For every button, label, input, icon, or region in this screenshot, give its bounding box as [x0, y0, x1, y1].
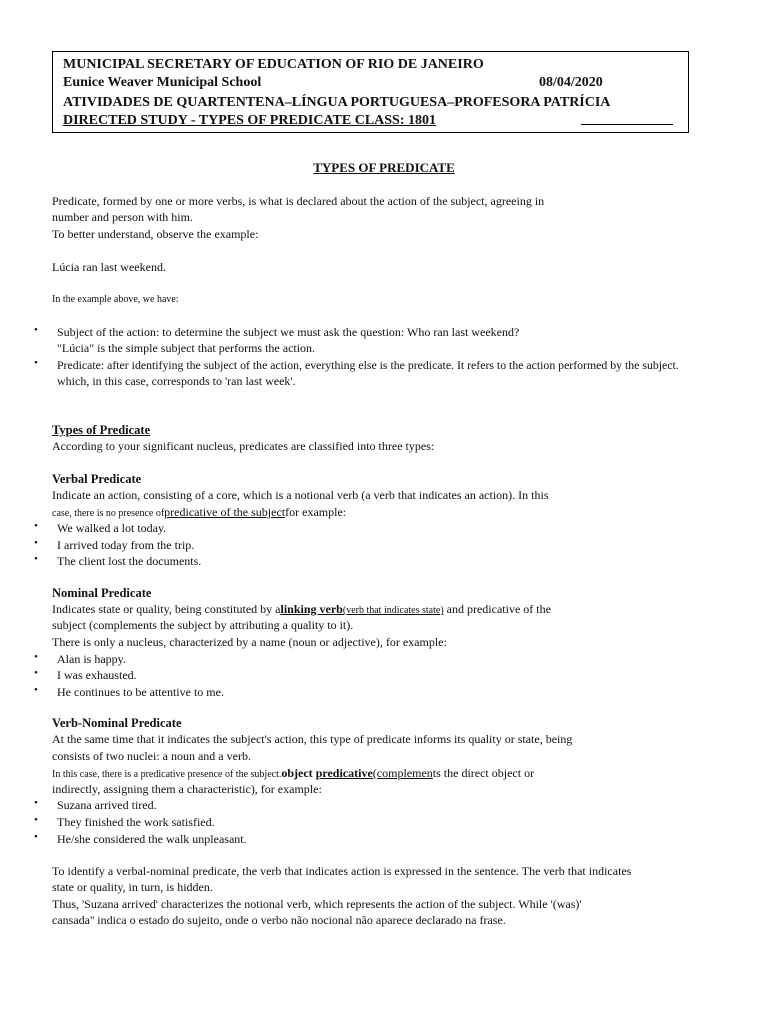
verbal-heading: Verbal Predicate [52, 472, 142, 486]
closing-line-3: Thus, 'Suzana arrived' characterizes the notional verb, which represents the action of the subject. While '(was)' [52, 897, 582, 911]
verbnominal-line-3a: In this case, there is a predicative presence of the subject. [52, 769, 282, 780]
bullet-marker: • [34, 520, 38, 532]
header-box [52, 51, 689, 133]
nominal-line-1b: linking verb [280, 602, 343, 616]
nominal-heading: Nominal Predicate [52, 586, 152, 600]
intro-above: In the example above, we have: [52, 294, 179, 305]
nominal-line-1c: (verb that indicates state) [342, 605, 444, 616]
name-blank-line [581, 124, 673, 125]
closing-line-2: state or quality, in turn, is hidden. [52, 880, 213, 894]
verbal-line-2c: for example: [285, 505, 347, 519]
verbal-line-2b: predicative of the subject [164, 505, 286, 519]
nominal-item-1: Alan is happy. [57, 652, 126, 666]
intro-example: Lúcia ran last weekend. [52, 260, 166, 274]
verbnominal-line-3c: predicative [315, 766, 373, 780]
verbal-item-2: I arrived today from the trip. [57, 538, 195, 552]
bullet-marker: • [34, 831, 38, 843]
header-activities: ATIVIDADES DE QUARTENTENA–LÍNGUA PORTUGUESA–PROFESORA PATRÍCIA [63, 95, 611, 110]
verbnominal-item-2: They finished the work satisfied. [57, 815, 215, 829]
closing-line-4: cansada'' indica o estado do sujeito, onde o verbo não nocional não aparece declarado na frase. [52, 913, 506, 927]
verbnominal-line-3d: (complemen [372, 766, 433, 780]
bullet-marker: • [34, 537, 38, 549]
verbal-line-1: Indicate an action, consisting of a core, which is a notional verb (a verb that indicates an action). In this [52, 488, 549, 502]
intro-bullet-2b: which, in this case, corresponds to 'ran last week'. [57, 374, 296, 388]
intro-line-2: number and person with him. [52, 210, 193, 224]
intro-bullet-2a: Predicate: after identifying the subject of the action, everything else is the predicate. It refers to the action performed by the subject. [57, 358, 679, 372]
verbal-line-2a: case, there is no presence of [52, 508, 165, 519]
verbal-item-3: The client lost the documents. [57, 554, 202, 568]
nominal-item-2: I was exhausted. [57, 668, 137, 682]
nominal-line-1a: Indicates state or quality, being constituted by a [52, 602, 281, 616]
header-school: Eunice Weaver Municipal School [63, 75, 262, 90]
bullet-marker: • [34, 324, 38, 336]
verbnominal-item-3: He/she considered the walk unpleasant. [57, 832, 247, 846]
verbnominal-line-3 [52, 766, 534, 782]
header-secretary: MUNICIPAL SECRETARY OF EDUCATION OF RIO DE JANEIRO [63, 57, 484, 72]
verbal-item-1: We walked a lot today. [57, 521, 167, 535]
nominal-item-3: He continues to be attentive to me. [57, 685, 224, 699]
header-directed-study: DIRECTED STUDY - TYPES OF PREDICATE CLASS: 1801 [63, 113, 437, 128]
nominal-line-2: subject (complements the subject by attributing a quality to it). [52, 618, 354, 632]
types-heading: Types of Predicate [52, 423, 151, 437]
bullet-marker: • [34, 684, 38, 696]
bullet-marker: • [34, 667, 38, 679]
bullet-marker: • [34, 651, 38, 663]
verbnominal-line-3b: object [281, 766, 316, 780]
intro-line-3: To better understand, observe the example: [52, 227, 259, 241]
intro-bullet-1b: "Lúcia" is the simple subject that performs the action. [57, 341, 316, 355]
bullet-marker: • [34, 357, 38, 369]
nominal-line-1d: and predicative of the [443, 602, 551, 616]
nominal-line-1 [52, 602, 551, 618]
closing-line-1: To identify a verbal-nominal predicate, the verb that indicates action is expressed in the sentence. The verb that indicates [52, 864, 632, 878]
page-title: TYPES OF PREDICATE [313, 160, 455, 175]
bullet-marker: • [34, 814, 38, 826]
bullet-marker: • [34, 553, 38, 565]
types-text: According to your significant nucleus, predicates are classified into three types: [52, 439, 435, 453]
header-school-line [63, 74, 603, 91]
verbal-line-2 [52, 505, 346, 521]
header-date: 08/04/2020 [539, 75, 603, 90]
verbnominal-line-3e: ts the direct object or [432, 766, 535, 780]
verbnominal-item-1: Suzana arrived tired. [57, 798, 157, 812]
verbnominal-line-1: At the same time that it indicates the subject's action, this type of predicate informs its quality or state, being [52, 732, 573, 746]
intro-line-1: Predicate, formed by one or more verbs, is what is declared about the action of the subject, agreeing in [52, 194, 545, 208]
verbnominal-line-2: consists of two nuclei: a noun and a verb. [52, 749, 251, 763]
nominal-line-3: There is only a nucleus, characterized by a name (noun or adjective), for example: [52, 635, 447, 649]
verbnominal-heading: Verb-Nominal Predicate [52, 716, 182, 730]
verbnominal-line-4: indirectly, assigning them a characteristic), for example: [52, 782, 322, 796]
bullet-marker: • [34, 797, 38, 809]
intro-bullet-1a: Subject of the action: to determine the subject we must ask the question: Who ran last weekend? [57, 325, 520, 339]
